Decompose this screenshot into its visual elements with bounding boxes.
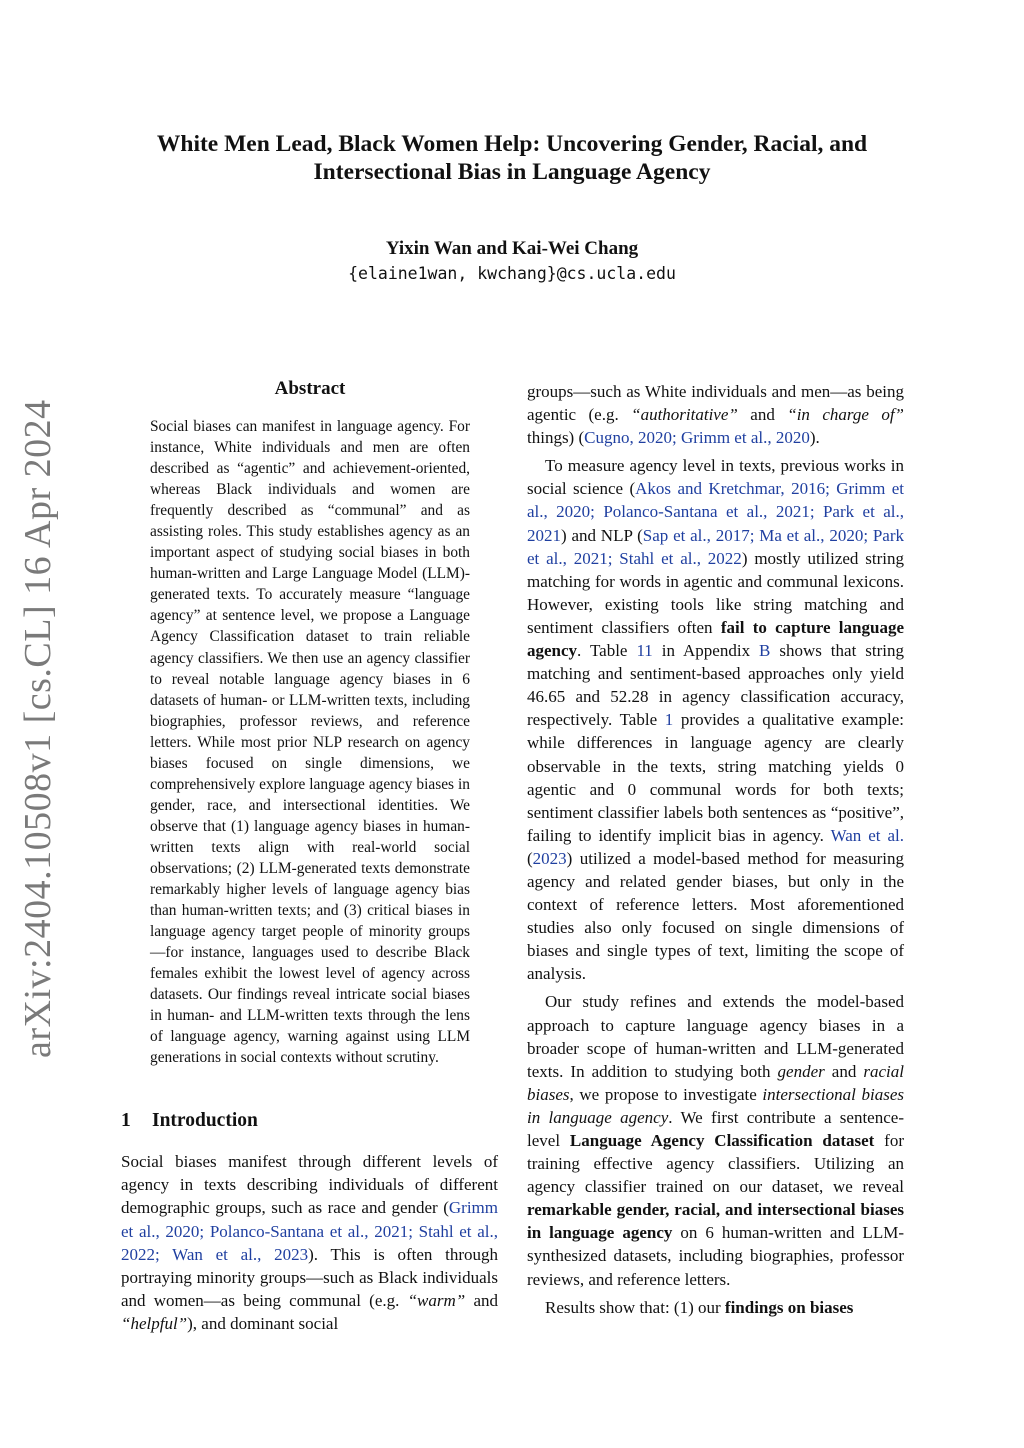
text-run: Results show that: (1) our — [545, 1297, 725, 1317]
table-ref-link[interactable]: 1 — [664, 710, 674, 730]
citation-link[interactable]: Cugno, 2020; Grimm et al., 2020 — [584, 428, 810, 448]
text-run: shows that string matching and sentiment-based approaches only yield 46.65 and 52.28 in agency classification accuracy, respectively. Table — [527, 641, 904, 730]
author-names: Yixin Wan and Kai-Wei Chang — [385, 238, 639, 259]
italic-term: intersectional biases in language agency — [527, 1084, 904, 1127]
text-run: ) mostly utilized string matching for words in agentic and communal lexicons. However, existing tools like string matching and sentiment classifiers often — [527, 548, 904, 637]
arxiv-stamp: arXiv:2404.10508v1 [cs.CL] 16 Apr 2024 — [17, 399, 59, 1058]
citation-link[interactable]: Wan et al. — [830, 825, 904, 845]
citation-link[interactable]: 2023 — [532, 848, 567, 868]
text-run: ). — [809, 428, 820, 448]
intro-paragraph-2 — [527, 454, 904, 985]
intro-paragraph-1-continued — [527, 380, 904, 449]
text-run: . We first contribute a sentence-level — [527, 1107, 904, 1150]
title-line-1: White Men Lead, Black Women Help: Uncovering Gender, Racial, and — [156, 131, 868, 157]
italic-term: racial biases — [527, 1061, 904, 1104]
text-run: and — [824, 1061, 864, 1081]
text-run: Social biases manifest through different levels of agency in texts describing individuals of different demographic groups, such as race and gender ( — [121, 1152, 498, 1218]
text-run: . Table — [577, 641, 637, 661]
paper-title — [112, 130, 912, 186]
intro-paragraph-3 — [527, 990, 904, 1290]
italic-term: “helpful” — [121, 1314, 188, 1334]
section-heading-introduction — [121, 1110, 501, 1132]
abstract-heading: Abstract — [274, 378, 346, 399]
bold-phrase: Language Agency Classification dataset — [569, 1131, 875, 1150]
author-email: {elaine1wan, kwchang}@cs.ucla.edu — [348, 264, 676, 283]
text-run: for training effective agency classifiers. Utilizing an agency classifier trained on our dataset, we reveal — [527, 1131, 905, 1197]
citation-link[interactable]: Grimm et al., 2020; Polanco-Santana et al., 2021; Stahl et al., 2022; Wan et al., 2023 — [121, 1198, 498, 1264]
text-run: ). This is often through portraying minority groups—such as Black individuals and women—as being communal (e.g. — [121, 1244, 499, 1311]
text-run: ( — [527, 848, 533, 868]
right-column — [527, 380, 904, 1319]
text-run: ) utilized a model-based method for measuring agency and related gender biases, but only in the context of reference letters. Most aforementioned studies also only focused on single dimensions of biases and single types of text, limiting the scope of analysis. — [527, 848, 904, 984]
text-run: , we propose to investigate — [569, 1084, 763, 1104]
intro-paragraph-1 — [121, 1150, 498, 1336]
bold-phrase: findings on biases — [724, 1297, 854, 1317]
intro-paragraph-4 — [527, 1296, 904, 1319]
italic-term: “warm” — [407, 1291, 466, 1311]
text-run: Our study refines and extends the model-based approach to capture language agency biases in a broader scope of human-written and LLM-generated texts. In addition to studying both — [527, 992, 904, 1081]
table-ref-link[interactable]: 11 — [636, 641, 653, 661]
text-run: ), and dominant social — [187, 1314, 339, 1334]
citation-link[interactable]: Akos and Kretchmar, 2016; Grimm et al., 2020; Polanco-Santana et al., 2021; Park et al., 2021 — [527, 479, 904, 545]
text-run: groups—such as White individuals and men—as being agentic (e.g. — [527, 382, 904, 425]
italic-term: gender — [777, 1061, 825, 1081]
text-run: and — [465, 1291, 498, 1311]
italic-term: “authoritative” — [631, 405, 738, 425]
appendix-ref-link[interactable]: B — [759, 641, 771, 661]
section-number: 1 — [121, 1110, 131, 1131]
text-run: in Appendix — [652, 641, 760, 661]
title-line-2: Intersectional Bias in Language Agency — [313, 159, 711, 185]
text-run: ) and NLP ( — [561, 525, 643, 545]
abstract-text: Social biases can manifest in language agency. For instance, White individuals and men are often described as “agentic” and achievement-oriented, whereas Black individuals and women are frequently described as “communal” and as assisting roles. This study establishes agency as an important aspect of studying social biases in both human-written and Large Language Model (LLM)-generated texts. To accurately measure “language agency” at sentence level, we propose a Language Agency Classification dataset to train reliable agency classifiers. We then use an agency classifier to reveal notable language agency biases in 6 datasets of human- or LLM-written texts, including biographies, professor reviews, and reference letters. While most prior NLP research on agency biases focused on single dimensions, we comprehensively explore language agency biases in gender, race, and intersectional identities. We observe that (1) language agency biases in human-written texts align with real-world social observations; (2) LLM-generated texts demonstrate remarkably higher levels of language agency bias than human-written texts; and (3) critical biases in language agency target people of minority groups—for instance, languages used to describe Black females exhibit the lowest level of agency across datasets. Our findings reveal intricate social biases in human- and LLM-written texts through the lens of language agency, warning against using LLM generations in social contexts without scrutiny. — [150, 418, 470, 1067]
text-run: provides a qualitative example: while differences in language agency are clearly observable in the texts, string matching yields 0 agentic and 0 communal words for both texts; sentiment classifier labels both sentences as “positive”, failing to identify implicit bias in agency. — [527, 710, 904, 845]
bold-phrase: fail to capture language agency — [527, 617, 904, 661]
bold-phrase: remarkable gender, racial, and intersectional biases in language agency — [527, 1200, 904, 1243]
citation-link[interactable]: Sap et al., 2017; Ma et al., 2020; Park et al., 2021; Stahl et al., 2022 — [527, 525, 905, 568]
text-run: things) ( — [527, 428, 585, 448]
text-run: To measure agency level in texts, previous works in social science ( — [527, 456, 904, 499]
text-run: on 6 human-written and LLM-synthesized datasets, including biographies, professor reviews, and reference letters. — [527, 1223, 904, 1289]
section-title: Introduction — [152, 1110, 258, 1131]
text-run: and — [737, 405, 788, 425]
italic-term: “in charge of” — [787, 405, 904, 425]
